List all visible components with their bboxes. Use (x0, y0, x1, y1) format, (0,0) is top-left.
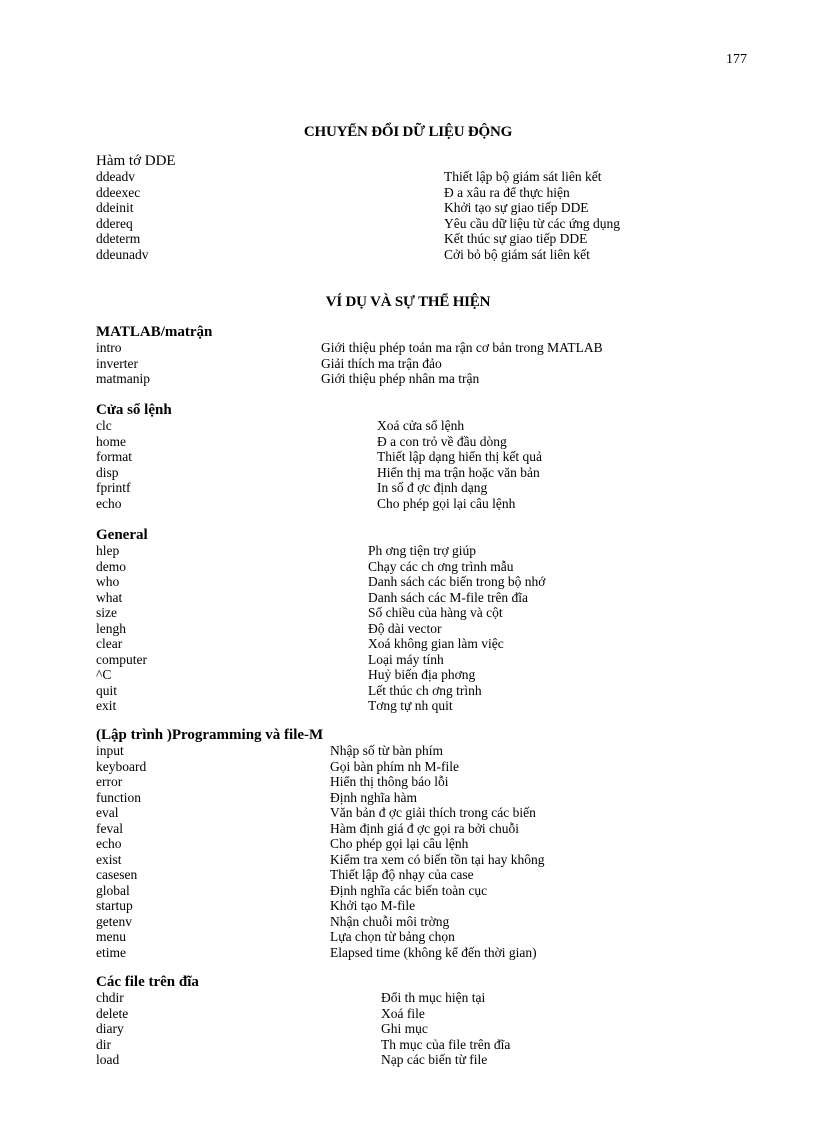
table-row (96, 1052, 488, 1068)
table-row (96, 805, 536, 821)
command-name: inverter (96, 355, 138, 371)
table-row (96, 990, 486, 1006)
command-name: ddeinit (96, 200, 134, 215)
table-row (96, 449, 542, 465)
table-row (96, 698, 453, 714)
command-name: demo (96, 558, 126, 574)
command-description: Danh sách các biến trong bộ nhớ (368, 574, 546, 589)
command-name: hlep (96, 543, 120, 558)
command-name: fprintf (96, 480, 131, 495)
command-name: etime (96, 944, 126, 960)
command-name: keyboard (96, 758, 147, 774)
table-row (96, 231, 588, 247)
command-name: lengh (96, 620, 126, 636)
table-row (96, 898, 416, 914)
command-name: ddeterm (96, 231, 141, 246)
command-name: clear (96, 636, 123, 651)
table-row (96, 882, 488, 899)
table-row (96, 682, 482, 699)
command-description: Th mục của file trên đĩa (381, 1036, 511, 1052)
command-description: Tơng tự nh quit (368, 698, 453, 713)
section-heading: General (96, 527, 148, 543)
command-name: input (96, 743, 124, 758)
command-description: Khởi tạo sự giao tiếp DDE (444, 200, 589, 215)
command-description: Xoá cửa sổ lệnh (377, 418, 465, 433)
command-name: getenv (96, 913, 132, 929)
command-name: exist (96, 851, 122, 867)
table-row (96, 169, 602, 185)
command-description: Giới thiệu phép toán ma rận cơ bản trong MATLAB (321, 340, 603, 355)
table-row (96, 1021, 428, 1037)
command-description: Danh sách các M-file trên đĩa (368, 589, 529, 605)
command-name: home (96, 433, 126, 449)
page-number: 177 (726, 52, 747, 67)
command-description: Đ a xâu ra để thực hiện (444, 184, 570, 200)
command-name: diary (96, 1021, 124, 1036)
command-description: Định nghĩa hàm (330, 789, 417, 805)
command-description: Xoá file (381, 1005, 425, 1021)
command-name: load (96, 1052, 120, 1067)
table-row (96, 774, 449, 790)
command-name: exit (96, 698, 117, 713)
command-description: Cởi bỏ bộ giám sát liên kết (444, 246, 590, 262)
table-row (96, 743, 444, 759)
command-name: echo (96, 836, 122, 851)
command-description: Nhận chuỗi môi trờng (330, 913, 450, 929)
table-row (96, 1036, 511, 1053)
command-description: Ph ơng tiện trợ giúp (368, 543, 477, 558)
table-row (96, 340, 603, 356)
command-name: menu (96, 929, 126, 944)
table-row (96, 574, 546, 590)
command-name: ddereq (96, 215, 133, 231)
table-row (96, 944, 537, 961)
command-name: intro (96, 340, 122, 355)
table-row (96, 558, 514, 575)
table-row (96, 464, 540, 481)
command-description: Ghi mục (381, 1021, 428, 1036)
section-heading: MATLAB/matrận (96, 324, 213, 340)
table-row (96, 215, 621, 232)
command-name: delete (96, 1005, 129, 1021)
command-name: startup (96, 898, 133, 913)
section-disk-files (96, 974, 511, 1068)
command-description: Hiển thị ma trận hoặc văn bản (377, 464, 540, 480)
command-description: Huỷ biến địa phơng (368, 667, 476, 682)
command-description: Kiểm tra xem có biến tồn tại hay không (330, 851, 545, 867)
command-description: Độ dài vector (368, 620, 442, 636)
command-description: Thiết lập bộ giám sát liên kết (444, 169, 602, 184)
command-name: ddeexec (96, 184, 141, 200)
command-name: dir (96, 1036, 111, 1052)
table-row (96, 667, 476, 683)
section-general (96, 527, 546, 714)
table-row (96, 867, 474, 883)
command-description: Khởi tạo M-file (330, 898, 416, 913)
command-name: quit (96, 682, 118, 698)
section-dde (96, 153, 621, 262)
command-description: Cho phép gọi lại câu lệnh (330, 836, 469, 851)
command-name: disp (96, 464, 119, 480)
command-description: Số chiều của hàng và cột (368, 605, 503, 620)
command-name: feval (96, 820, 123, 836)
command-name: matmanip (96, 371, 150, 386)
command-description: Elapsed time (không kể đến thời gian) (330, 944, 537, 960)
command-description: Lết thúc ch ơng trình (368, 682, 482, 698)
section-heading: Cửa sổ lệnh (96, 402, 172, 418)
command-name: ^C (96, 667, 112, 682)
command-description: Nạp các biến từ file (381, 1052, 488, 1067)
table-row (96, 636, 504, 652)
table-row (96, 480, 488, 496)
table-row (96, 355, 442, 372)
command-name: chdir (96, 990, 124, 1005)
command-description: Văn bản đ ợc giải thích trong các biến (330, 805, 536, 820)
table-row (96, 200, 589, 216)
command-description: Định nghĩa các biến toàn cục (330, 882, 488, 898)
command-name: computer (96, 651, 147, 667)
section-command-window (96, 402, 542, 511)
table-row (96, 620, 442, 637)
command-description: In số đ ợc định dạng (377, 480, 488, 495)
table-row (96, 789, 417, 806)
table-row (96, 543, 477, 559)
table-row (96, 836, 469, 852)
table-row (96, 1005, 425, 1022)
section-title-examples: VÍ DỤ VÀ SỰ THỂ HIỆN (325, 294, 491, 310)
command-description: Giới thiệu phép nhân ma trận (321, 371, 480, 386)
command-description: Giải thích ma trận đảo (321, 355, 442, 371)
command-name: eval (96, 805, 119, 820)
table-row (96, 495, 516, 512)
section-heading: (Lập trình )Programming và file-M (96, 727, 324, 743)
table-row (96, 246, 590, 263)
table-row (96, 929, 455, 945)
command-description: Đ a con trỏ về đầu dòng (377, 433, 507, 449)
command-name: what (96, 589, 123, 605)
table-row (96, 758, 459, 775)
command-name: clc (96, 418, 112, 433)
command-description: Yêu cầu dữ liệu từ các ứng dụng (444, 215, 621, 231)
command-description: Kết thúc sự giao tiếp DDE (444, 231, 588, 246)
table-row (96, 371, 480, 387)
section-heading: Hàm tớ DDE (96, 153, 176, 169)
table-row (96, 184, 570, 201)
table-row (96, 433, 507, 450)
command-description: Loại máy tính (368, 651, 444, 667)
table-row (96, 651, 444, 668)
section-programming (96, 727, 545, 960)
command-description: Thiết lập dạng hiển thị kết quả (377, 449, 542, 464)
command-name: function (96, 789, 141, 805)
command-name: casesen (96, 867, 138, 882)
command-description: Gọi bàn phím nh M-file (330, 758, 459, 774)
command-name: error (96, 774, 123, 789)
command-description: Đổi th mục hiện tại (381, 990, 486, 1005)
table-row (96, 851, 545, 868)
command-description: Xoá không gian làm việc (368, 636, 504, 651)
table-row (96, 820, 519, 837)
table-row (96, 589, 529, 606)
command-name: echo (96, 495, 122, 511)
command-description: Nhập số từ bàn phím (330, 743, 444, 758)
command-name: ddeunadv (96, 246, 149, 262)
command-name: size (96, 605, 117, 620)
main-title: CHUYỂN ĐỔI DỮ LIỆU ĐỘNG (303, 124, 513, 140)
command-description: Hàm định giá đ ợc gọi ra bởi chuỗi (330, 820, 519, 836)
command-name: ddeadv (96, 169, 135, 184)
command-name: who (96, 574, 120, 589)
table-row (96, 605, 503, 621)
table-row (96, 418, 465, 434)
command-name: format (96, 449, 132, 464)
table-row (96, 913, 450, 930)
command-description: Lựa chọn từ bảng chọn (330, 929, 455, 944)
command-description: Hiển thị thông báo lỗi (330, 774, 449, 789)
command-description: Cho phép gọi lại câu lệnh (377, 495, 516, 511)
section-matlab-matrix (96, 324, 603, 387)
command-description: Chạy các ch ơng trình mẫu (368, 558, 514, 574)
section-heading: Các file trên đĩa (96, 974, 199, 990)
command-name: global (96, 882, 130, 898)
command-description: Thiết lập độ nhạy của case (330, 867, 474, 882)
